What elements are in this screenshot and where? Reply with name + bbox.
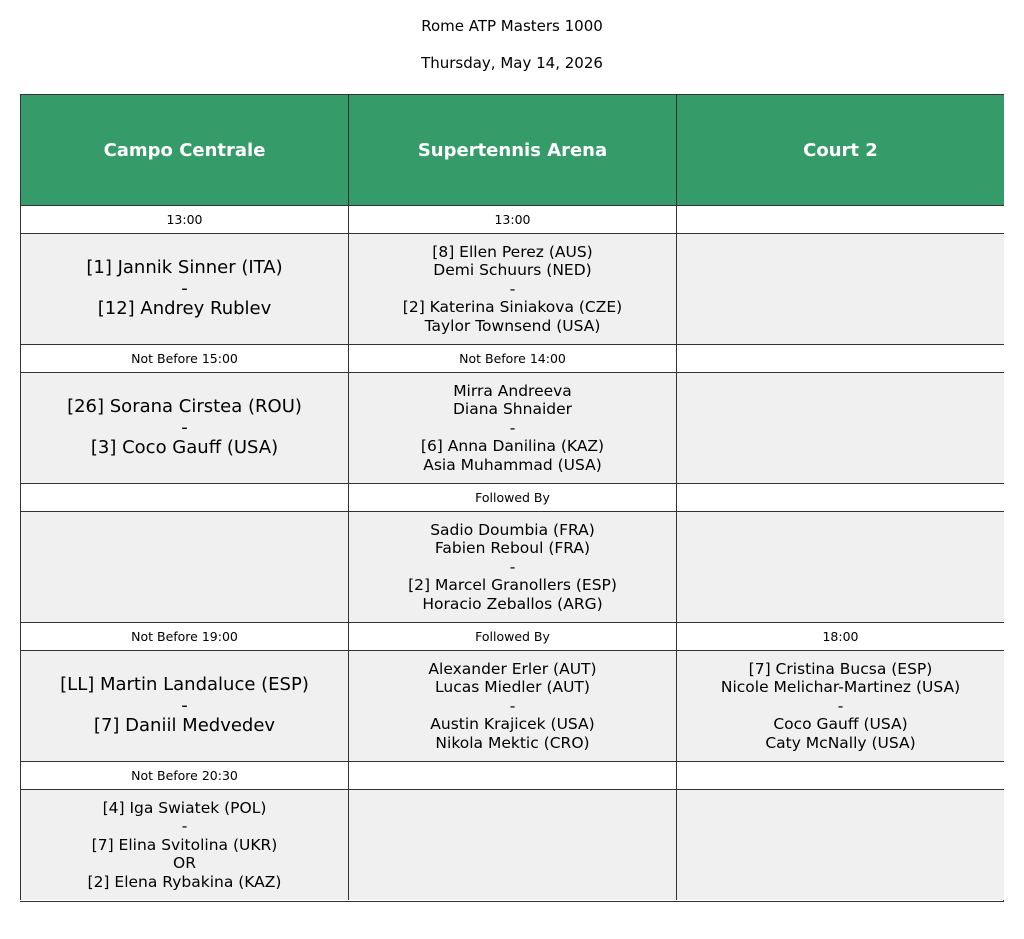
start-time-label [676, 483, 1004, 511]
match-line: Demi Schuurs (NED) [433, 261, 592, 280]
court-header-supertennis-arena: Supertennis Arena [348, 94, 676, 205]
empty-match-cell [676, 372, 1004, 483]
match-line: Nikola Mektic (CRO) [435, 733, 590, 752]
start-time-label: Not Before 15:00 [20, 344, 348, 372]
match-line: [7] Elina Svitolina (UKR) [91, 835, 278, 854]
match-line: Mirra Andreeva [453, 381, 572, 400]
start-time-label [20, 483, 348, 511]
match-line: - [509, 279, 516, 298]
match-line: [6] Anna Danilina (KAZ) [420, 437, 605, 456]
match-line: Nicole Melichar-Martinez (USA) [720, 678, 961, 697]
match-cell [348, 511, 676, 622]
start-time-label: 13:00 [20, 205, 348, 233]
match-line: Lucas Miedler (AUT) [435, 678, 590, 697]
match-line: Taylor Townsend (USA) [424, 316, 601, 335]
match-cell [348, 372, 676, 483]
match-line: - [509, 418, 516, 437]
match-line: [26] Sorana Cirstea (ROU) [67, 396, 302, 418]
match-line: Coco Gauff (USA) [773, 715, 908, 734]
match-line: [8] Ellen Perez (AUS) [432, 242, 593, 261]
start-time-label: Followed By [348, 483, 676, 511]
match-line: Austin Krajicek (USA) [430, 715, 595, 734]
start-time-label [676, 344, 1004, 372]
match-cell [20, 650, 348, 761]
empty-match-cell [676, 789, 1004, 900]
empty-match-cell [676, 511, 1004, 622]
match-line: - [181, 694, 188, 716]
match-cell [20, 372, 348, 483]
empty-match-cell [676, 233, 1004, 344]
start-time-label: 13:00 [348, 205, 676, 233]
start-time-label: Not Before 14:00 [348, 344, 676, 372]
match-line: OR [173, 854, 196, 873]
match-line: [4] Iga Swiatek (POL) [102, 798, 267, 817]
empty-match-cell [20, 511, 348, 622]
match-line: [12] Andrey Rublev [97, 298, 272, 320]
match-cell [20, 233, 348, 344]
match-line: - [837, 696, 844, 715]
match-cell [676, 650, 1004, 761]
match-line: [7] Cristina Bucsa (ESP) [748, 659, 933, 678]
match-line: - [181, 277, 188, 299]
match-line: [1] Jannik Sinner (ITA) [86, 257, 283, 279]
start-time-label: Followed By [348, 622, 676, 650]
start-time-label: 18:00 [676, 622, 1004, 650]
match-cell [348, 233, 676, 344]
start-time-label [676, 761, 1004, 789]
match-line: [LL] Martin Landaluce (ESP) [60, 674, 309, 696]
tournament-title: Rome ATP Masters 1000 [421, 17, 603, 35]
match-line: Caty McNally (USA) [765, 733, 916, 752]
match-line: [2] Elena Rybakina (KAZ) [87, 872, 282, 891]
schedule-date: Thursday, May 14, 2026 [421, 54, 603, 72]
empty-match-cell [348, 789, 676, 900]
match-line: Horacio Zeballos (ARG) [422, 594, 603, 613]
match-line: [7] Daniil Medvedev [93, 715, 276, 737]
court-header-court-2: Court 2 [676, 94, 1004, 205]
start-time-label: Not Before 20:30 [20, 761, 348, 789]
match-line: Asia Muhammad (USA) [423, 455, 602, 474]
court-header-campo-centrale: Campo Centrale [20, 94, 348, 205]
match-line: - [181, 817, 188, 836]
match-line: Alexander Erler (AUT) [428, 659, 597, 678]
match-line: [2] Marcel Granollers (ESP) [408, 576, 617, 595]
match-line: [2] Katerina Siniakova (CZE) [402, 298, 623, 317]
match-line: - [509, 557, 516, 576]
start-time-label [348, 761, 676, 789]
match-line: Fabien Reboul (FRA) [434, 539, 591, 558]
start-time-label: Not Before 19:00 [20, 622, 348, 650]
start-time-label [676, 205, 1004, 233]
match-line: - [181, 416, 188, 438]
match-line: [3] Coco Gauff (USA) [90, 437, 279, 459]
match-cell [20, 789, 348, 900]
match-line: Sadio Doumbia (FRA) [430, 520, 595, 539]
match-cell [348, 650, 676, 761]
match-line: Diana Shnaider [452, 400, 573, 419]
match-line: - [509, 696, 516, 715]
order-of-play-table [20, 94, 1004, 902]
